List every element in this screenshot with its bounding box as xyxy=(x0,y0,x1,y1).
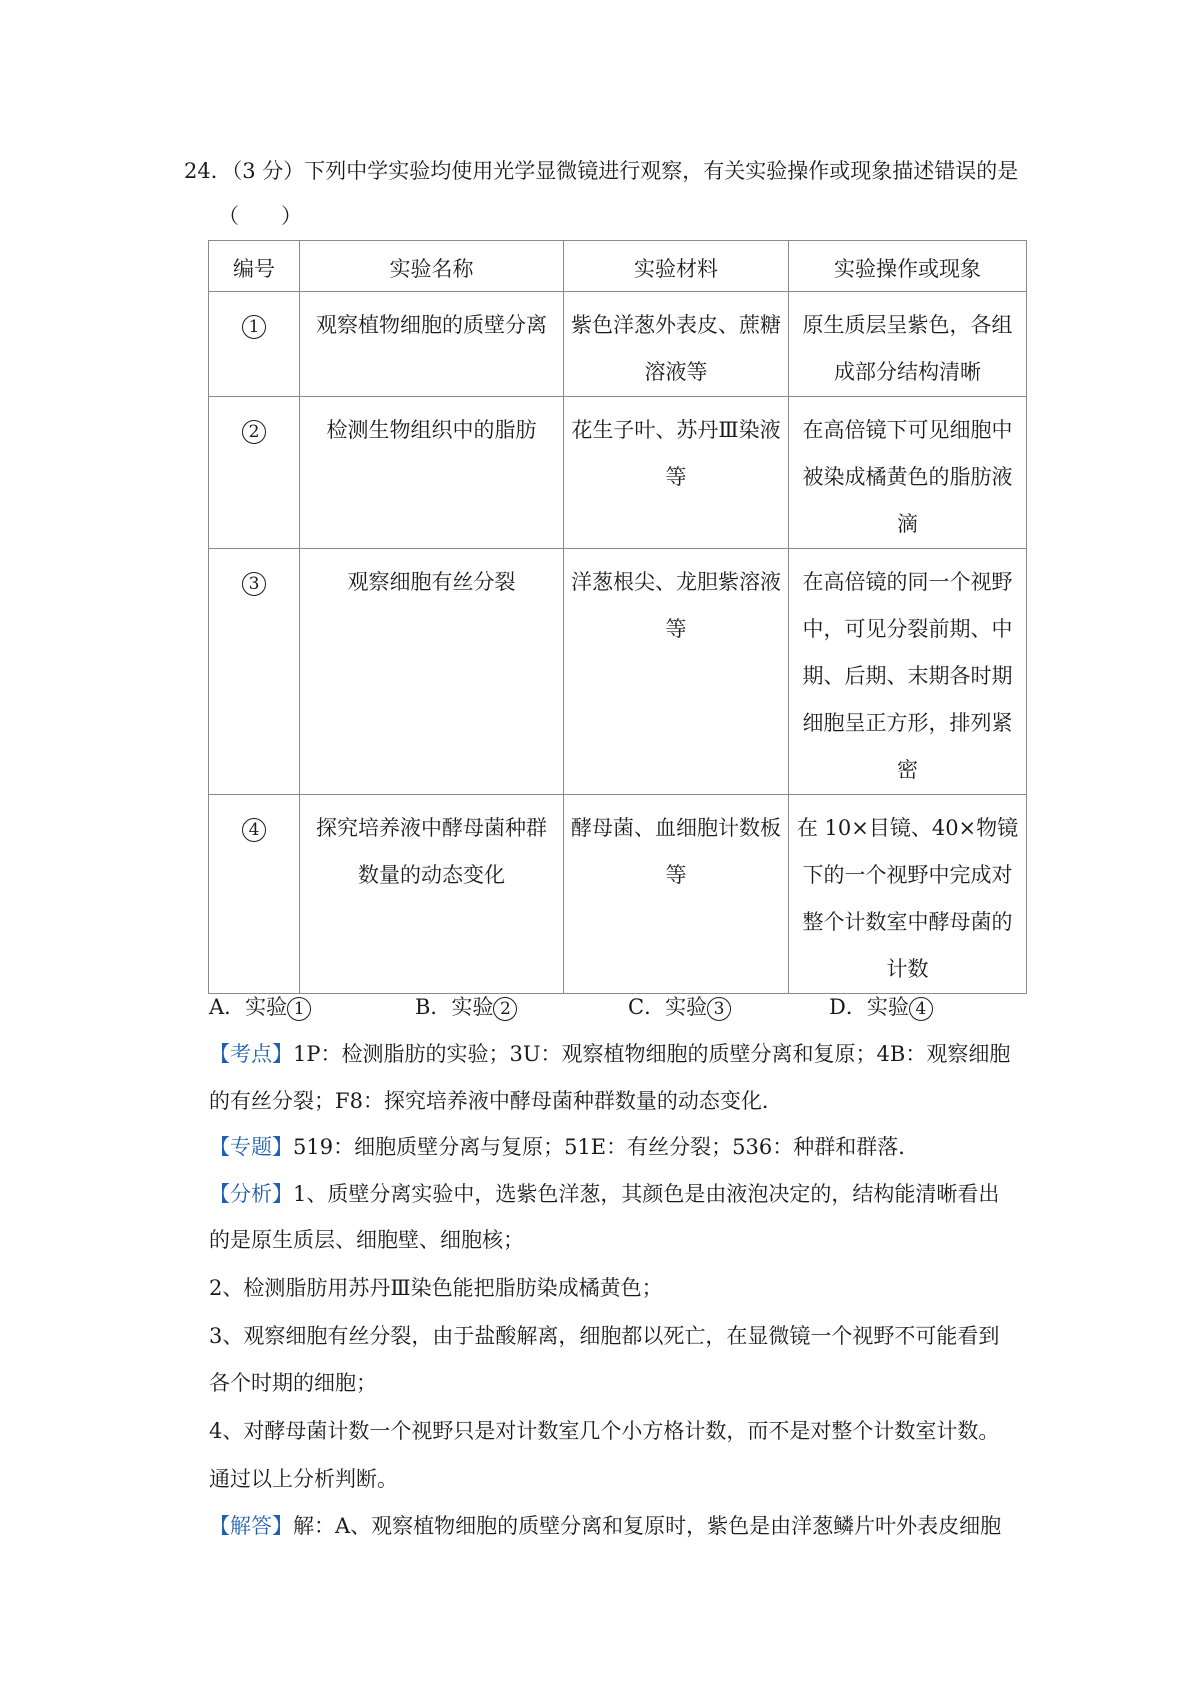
header-material: 实验材料 xyxy=(564,241,789,292)
zhuanti-text: 519：细胞质壁分离与复原；51E：有丝分裂；536：种群和群落． xyxy=(293,1135,920,1159)
experiment-material: 紫色洋葱外表皮、蔗糖溶液等 xyxy=(564,292,789,397)
experiment-name: 观察细胞有丝分裂 xyxy=(300,549,564,795)
option-d xyxy=(829,992,933,1022)
experiment-material: 洋葱根尖、龙胆紫溶液等 xyxy=(564,549,789,795)
fenxi-line2: 的是原生质层、细胞壁、细胞核； xyxy=(209,1228,524,1252)
row-number-cell xyxy=(209,549,300,795)
circled-number: 1 xyxy=(287,997,311,1021)
circled-number: 1 xyxy=(242,315,266,339)
experiment-phenomenon: 在高倍镜下可见细胞中被染成橘黄色的脂肪液滴 xyxy=(789,397,1027,549)
analysis-point3-line1: 3、观察细胞有丝分裂，由于盐酸解离，细胞都以死亡，在显微镜一个视野不可能看到 xyxy=(209,1324,1000,1348)
experiment-name: 观察植物细胞的质壁分离 xyxy=(300,292,564,397)
table-row xyxy=(209,292,1027,397)
option-a xyxy=(209,992,311,1022)
header-name: 实验名称 xyxy=(300,241,564,292)
question-stem-line1: 24．（3 分）下列中学实验均使用光学显微镜进行观察，有关实验操作或现象描述错误的是 xyxy=(184,159,1019,183)
header-number: 编号 xyxy=(209,241,300,292)
analysis-point4: 4、对酵母菌计数一个视野只是对计数室几个小方格计数，而不是对整个计数室计数。 xyxy=(209,1419,1000,1443)
kaodian-tag: 【考点】 xyxy=(209,1042,293,1066)
row-number-cell xyxy=(209,397,300,549)
option-d-label: D．实验 xyxy=(829,995,909,1019)
option-a-label: A．实验 xyxy=(209,995,288,1019)
circled-number: 3 xyxy=(707,997,731,1021)
experiment-name: 检测生物组织中的脂肪 xyxy=(300,397,564,549)
experiment-phenomenon: 原生质层呈紫色，各组成部分结构清晰 xyxy=(789,292,1027,397)
circled-number: 4 xyxy=(909,997,933,1021)
option-b-label: B．实验 xyxy=(415,995,494,1019)
circled-number: 3 xyxy=(242,572,266,596)
experiment-table xyxy=(208,240,1027,994)
fenxi-line1 xyxy=(209,1179,999,1209)
experiment-phenomenon: 在 10×目镜、40×物镜下的一个视野中完成对整个计数室中酵母菌的计数 xyxy=(789,795,1027,994)
fenxi-tag: 【分析】 xyxy=(209,1182,293,1206)
circled-number: 4 xyxy=(242,818,266,842)
fenxi-text: 1、质壁分离实验中，选紫色洋葱，其颜色是由液泡决定的，结构能清晰看出 xyxy=(293,1182,1000,1206)
jieda-text: 解：A、观察植物细胞的质壁分离和复原时，紫色是由洋葱鳞片叶外表皮细胞 xyxy=(293,1514,1002,1538)
experiment-phenomenon: 在高倍镜的同一个视野中，可见分裂前期、中期、后期、末期各时期细胞呈正方形，排列紧密 xyxy=(789,549,1027,795)
analysis-point2: 2、检测脂肪用苏丹Ⅲ染色能把脂肪染成橘黄色； xyxy=(209,1276,663,1300)
experiment-material: 花生子叶、苏丹Ⅲ染液等 xyxy=(564,397,789,549)
experiment-material: 酵母菌、血细胞计数板等 xyxy=(564,795,789,994)
row-number-cell xyxy=(209,795,300,994)
question-stem-line2: （ ） xyxy=(218,204,302,228)
kaodian-line1 xyxy=(209,1039,1010,1069)
zhuanti-line xyxy=(209,1132,919,1162)
table-header-row xyxy=(209,241,1027,292)
circled-number: 2 xyxy=(493,997,517,1021)
analysis-conclusion: 通过以上分析判断。 xyxy=(209,1467,398,1491)
circled-number: 2 xyxy=(242,420,266,444)
experiment-name: 探究培养液中酵母菌种群数量的动态变化 xyxy=(300,795,564,994)
zhuanti-tag: 【专题】 xyxy=(209,1135,293,1159)
option-b xyxy=(415,992,517,1022)
header-phenomenon: 实验操作或现象 xyxy=(789,241,1027,292)
table-row xyxy=(209,549,1027,795)
analysis-point3-line2: 各个时期的细胞； xyxy=(209,1371,377,1395)
option-c xyxy=(628,992,731,1022)
option-c-label: C．实验 xyxy=(628,995,708,1019)
jieda-tag: 【解答】 xyxy=(209,1514,293,1538)
row-number-cell xyxy=(209,292,300,397)
jieda-line xyxy=(209,1511,1001,1541)
kaodian-text: 1P：检测脂肪的实验；3U：观察植物细胞的质壁分离和复原；4B：观察细胞 xyxy=(293,1042,1011,1066)
table-row xyxy=(209,795,1027,994)
table-row xyxy=(209,397,1027,549)
kaodian-line2: 的有丝分裂；F8：探究培养液中酵母菌种群数量的动态变化． xyxy=(209,1089,783,1113)
